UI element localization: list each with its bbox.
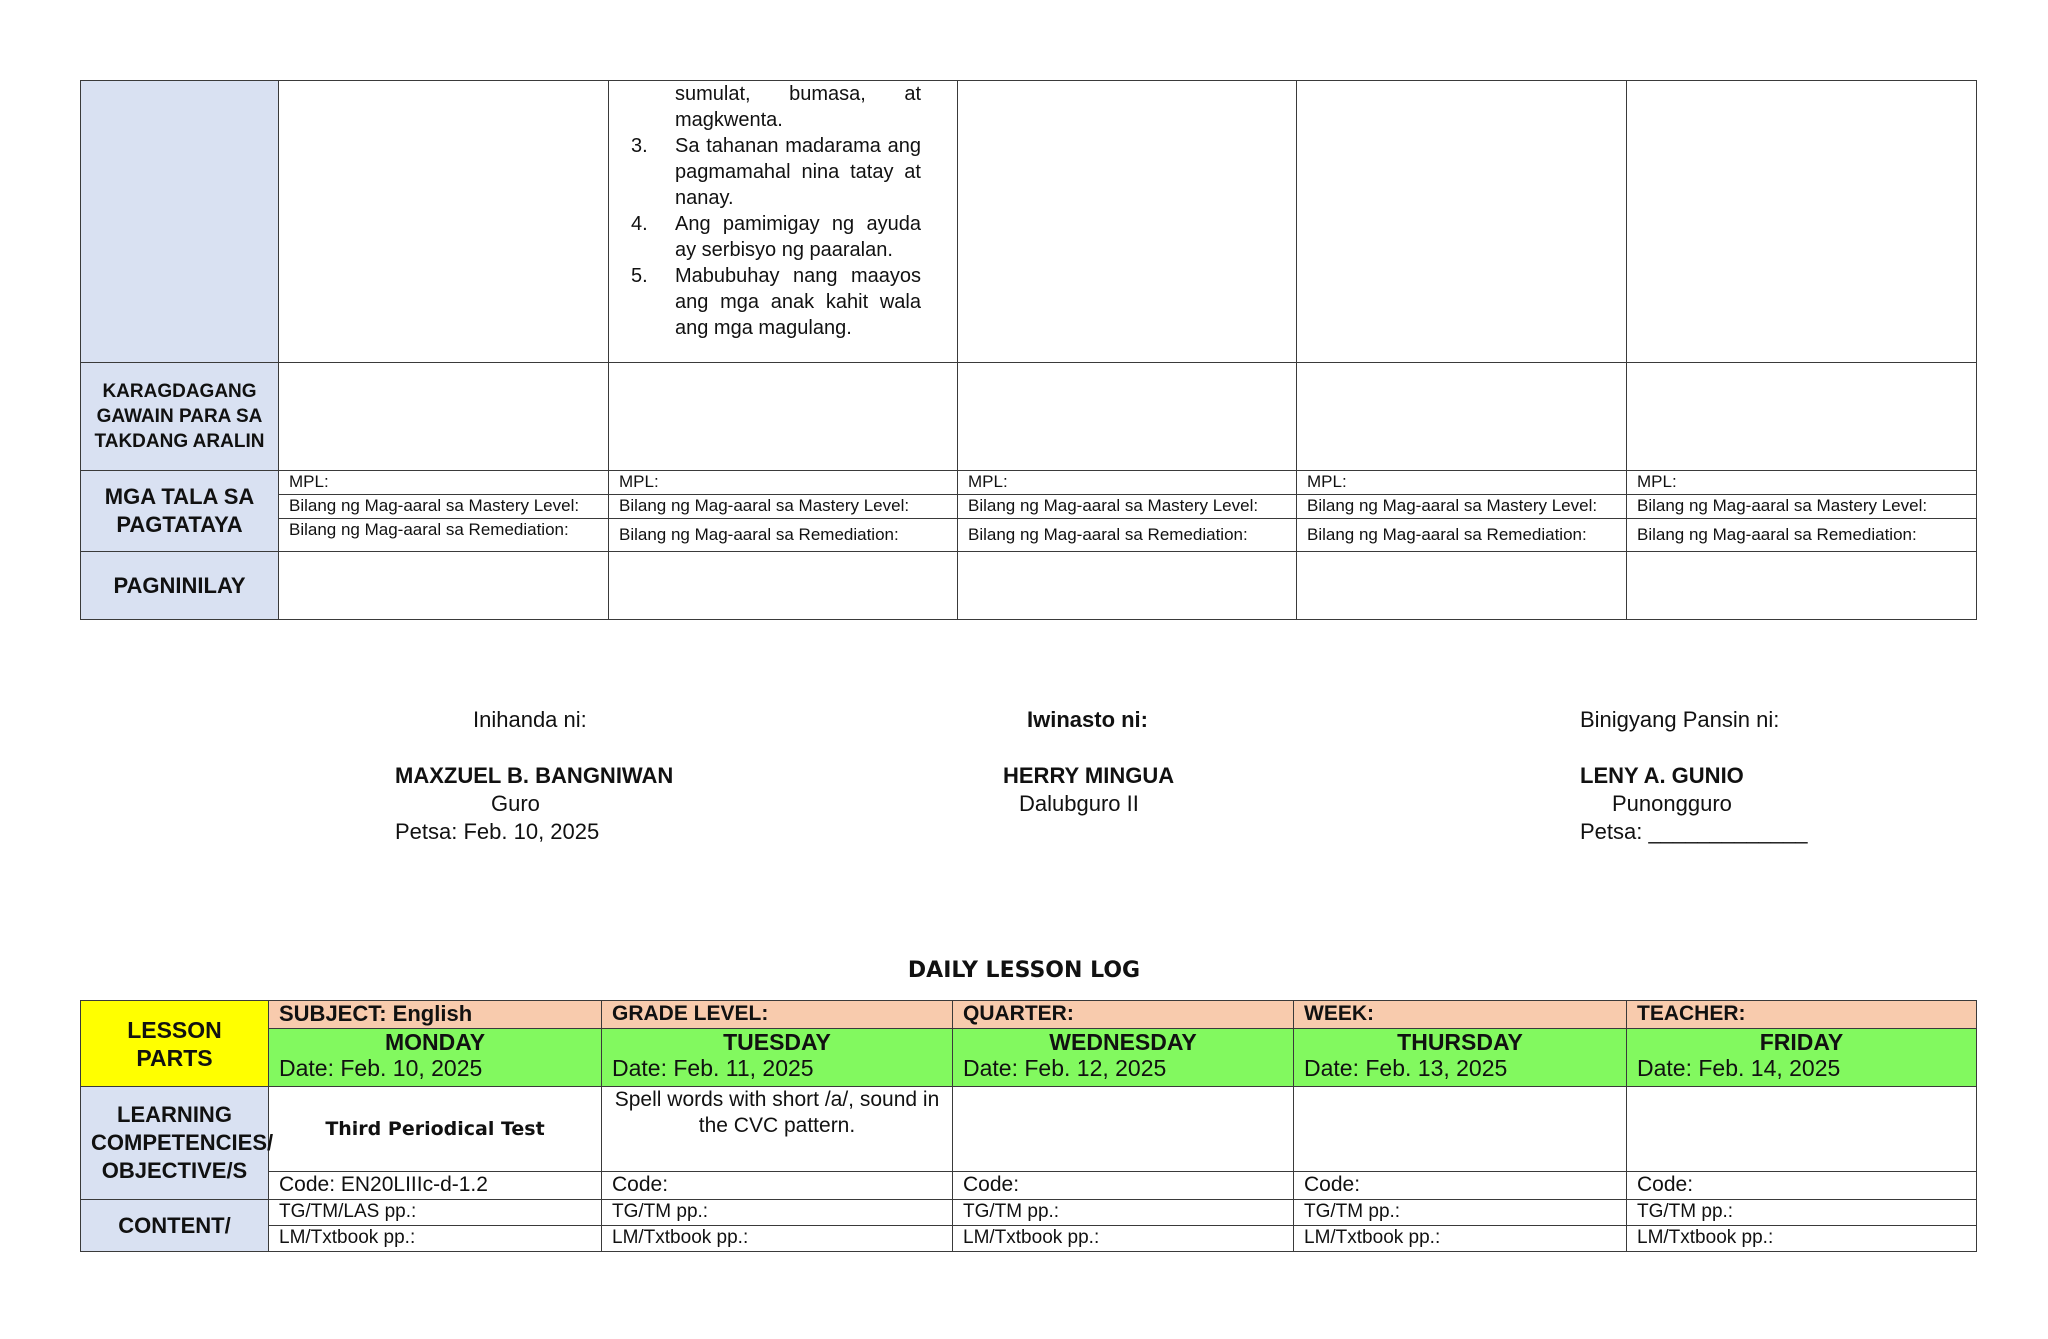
table-row [81, 1087, 1977, 1172]
mpl-cell: MPL: [279, 471, 609, 495]
mpl-cell: MPL: [1297, 471, 1627, 495]
table-row [81, 552, 1977, 620]
tg-cell: TG/TM pp.: [1294, 1200, 1627, 1226]
signature-role: Dalubguro II [1019, 791, 1139, 816]
signature-date: Petsa: Feb. 10, 2025 [395, 819, 600, 844]
lm-cell: LM/Txtbook pp.: [269, 1226, 602, 1252]
table-row [81, 81, 1977, 363]
signature-label: Iwinasto ni: [1027, 707, 1148, 732]
table-row [81, 1001, 1977, 1029]
remediation-cell: Bilang ng Mag-aaral sa Remediation: [609, 519, 958, 552]
remediation-cell: Bilang ng Mag-aaral sa Remediation: [1627, 519, 1977, 552]
lm-cell: LM/Txtbook pp.: [1627, 1226, 1977, 1252]
signature-checked [1003, 706, 1174, 818]
list-item: 4. Ang pamimigay ng ayuda ay serbisyo ng paaralan. [631, 213, 921, 261]
list-item: 3. Sa tahanan madarama ang pagmamahal nina tatay at nanay. [631, 135, 921, 209]
tg-cell: TG/TM pp.: [953, 1200, 1294, 1226]
mpl-cell: MPL: [958, 471, 1297, 495]
code-cell: Code: [1627, 1172, 1977, 1200]
list-item: sumulat, bumasa, at magkwenta. [675, 83, 921, 131]
day-thursday: THURSDAY Date: Feb. 13, 2025 [1294, 1029, 1627, 1087]
day-tuesday: TUESDAY Date: Feb. 11, 2025 [602, 1029, 953, 1087]
lm-cell: LM/Txtbook pp.: [602, 1226, 953, 1252]
day-wednesday: WEDNESDAY Date: Feb. 12, 2025 [953, 1029, 1294, 1087]
signature-name: LENY A. GUNIO [1580, 763, 1744, 788]
learning-competencies-header: LEARNING COMPETENCIES/ OBJECTIVE/S [81, 1087, 269, 1200]
mastery-cell: Bilang ng Mag-aaral sa Mastery Level: [958, 495, 1297, 519]
code-cell: Code: EN20LIIIc-d-1.2 [269, 1172, 602, 1200]
quarter-header: QUARTER: [953, 1001, 1294, 1029]
table-row [81, 1200, 1977, 1226]
list-item: 5. Mabubuhay nang maayos ang mga anak kahit wala ang mga magulang. [631, 265, 921, 339]
cell-wednesday [958, 81, 1297, 363]
tuesday-objective: Spell words with short /a/, sound in the CVC pattern. [602, 1087, 953, 1172]
signature-label: Binigyang Pansin ni: [1580, 707, 1780, 732]
tg-cell: TG/TM/LAS pp.: [269, 1200, 602, 1226]
table-row [81, 363, 1977, 471]
table-row [81, 495, 1977, 519]
table-row [81, 1172, 1977, 1200]
tg-cell: TG/TM pp.: [1627, 1200, 1977, 1226]
lm-cell: LM/Txtbook pp.: [1294, 1226, 1627, 1252]
mpl-cell: MPL: [1627, 471, 1977, 495]
row-header-blank [81, 81, 279, 363]
signature-label: Inihanda ni: [473, 707, 587, 732]
document-title: DAILY LESSON LOG [907, 958, 1141, 983]
code-cell: Code: [953, 1172, 1294, 1200]
monday-objective: Third Periodical Test [269, 1087, 602, 1172]
daily-lesson-log-table [80, 1000, 1977, 1252]
week-header: WEEK: [1294, 1001, 1627, 1029]
content-header: CONTENT/ [81, 1200, 269, 1252]
signature-name: MAXZUEL B. BANGNIWAN [395, 763, 674, 788]
signature-role: Guro [491, 791, 540, 816]
signature-noted [1580, 706, 1808, 846]
lesson-log-continuation-table [80, 80, 1977, 620]
mastery-cell: Bilang ng Mag-aaral sa Mastery Level: [609, 495, 958, 519]
numbered-list [619, 81, 947, 341]
signature-date: Petsa: _____________ [1580, 819, 1808, 844]
mastery-cell: Bilang ng Mag-aaral sa Mastery Level: [1627, 495, 1977, 519]
mastery-cell: Bilang ng Mag-aaral sa Mastery Level: [1297, 495, 1627, 519]
table-row [81, 1029, 1977, 1087]
lesson-parts-header: LESSON PARTS [81, 1001, 269, 1087]
grade-level-header: GRADE LEVEL: [602, 1001, 953, 1029]
remediation-cell: Bilang ng Mag-aaral sa Remediation: [958, 519, 1297, 552]
signature-name: HERRY MINGUA [1003, 763, 1175, 788]
subject-header: SUBJECT: English [269, 1001, 602, 1029]
teacher-header: TEACHER: [1627, 1001, 1977, 1029]
row-header-pagninilay: PAGNINILAY [81, 552, 279, 620]
cell-monday [279, 81, 609, 363]
tg-cell: TG/TM pp.: [602, 1200, 953, 1226]
mastery-cell: Bilang ng Mag-aaral sa Mastery Level: [279, 495, 609, 519]
mpl-cell: MPL: [609, 471, 958, 495]
code-cell: Code: [602, 1172, 953, 1200]
remediation-cell: Bilang ng Mag-aaral sa Remediation: [1297, 519, 1627, 552]
table-row [81, 1226, 1977, 1252]
day-friday: FRIDAY Date: Feb. 14, 2025 [1627, 1029, 1977, 1087]
lm-cell: LM/Txtbook pp.: [953, 1226, 1294, 1252]
row-header-mga-tala: MGA TALA SA PAGTATAYA [81, 471, 279, 552]
table-row [81, 471, 1977, 495]
table-row [81, 519, 1977, 552]
day-monday: MONDAY Date: Feb. 10, 2025 [269, 1029, 602, 1087]
signature-role: Punongguro [1612, 791, 1732, 816]
signature-prepared [395, 706, 673, 846]
cell-tuesday-list [609, 81, 958, 363]
remediation-cell: Bilang ng Mag-aaral sa Remediation: [279, 519, 609, 552]
row-header-karagdagang: KARAGDAGANG GAWAIN PARA SA TAKDANG ARALIN [81, 363, 279, 471]
cell-thursday [1297, 81, 1627, 363]
cell-friday [1627, 81, 1977, 363]
code-cell: Code: [1294, 1172, 1627, 1200]
